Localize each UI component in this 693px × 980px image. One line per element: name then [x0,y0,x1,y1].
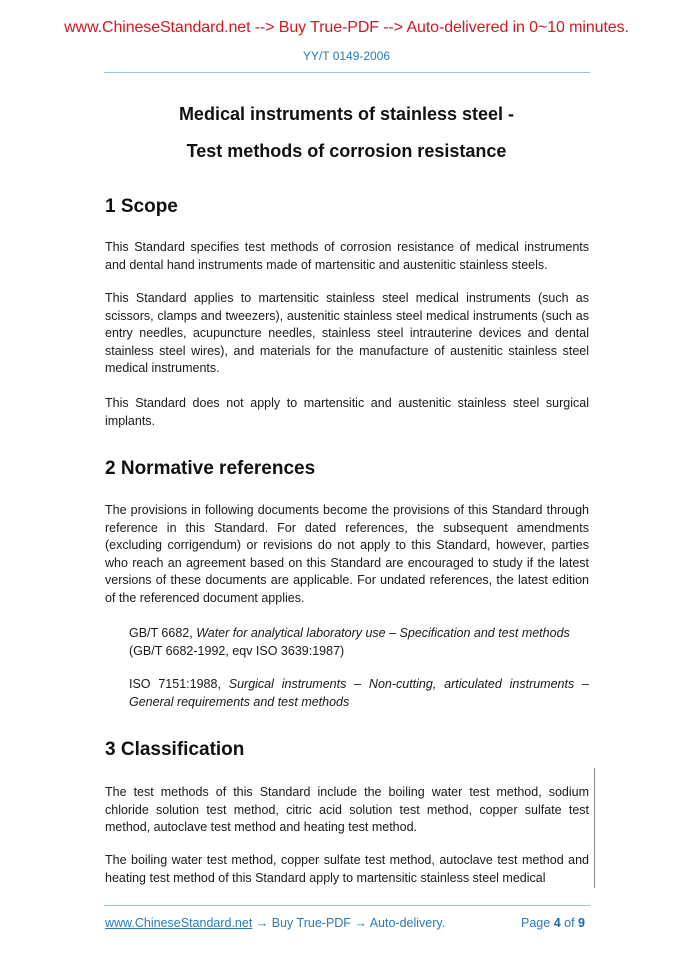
scope-paragraph-1: This Standard specifies test methods of corrosion resistance of medical instruments and dental hand instruments made of martensitic and austenitic stainless steels. [105,240,589,272]
classification-paragraph-2: The boiling water test method, copper sulfate test method, autoclave test method and heating test method of this Standard apply to martensitic stainless steel medical [105,853,589,885]
standard-code: YY/T 0149-2006 [302,49,391,63]
scope-paragraph-3: This Standard does not apply to martensitic and austenitic stainless steel surgical implants. [105,396,589,428]
change-bar [594,768,595,888]
section-heading-scope: 1 Scope [105,196,178,217]
header-divider [104,72,590,73]
reference-code: GB/T 6682, [129,626,193,640]
reference-title: Water for analytical laboratory use – Specification and test methods [196,626,570,640]
section-heading-classification: 3 Classification [105,739,245,760]
scope-paragraph-2: This Standard applies to martensitic stainless steel medical instruments (such as scissors, clamps and tweezers), austenitic stainless steel medical instruments (such as entry needles, acupuncture needles, stainless steel intrauterine devices and dental stainless steel wires), and materials for the manufacture of austenitic stainless steel medical instruments. [105,291,589,376]
reference-note: (GB/T 6682-1992, eqv ISO 3639:1987) [129,643,345,658]
promo-banner[interactable]: www.ChineseStandard.net --> Buy True-PDF --> Auto-delivered in 0~10 minutes. [64,19,629,36]
document-title-line1: Medical instruments of stainless steel - [178,104,515,124]
page-label: Page [521,916,551,930]
reference-item [129,625,589,660]
document-title-line2: Test methods of corrosion resistance [186,141,507,161]
page-total: 9 [578,916,585,930]
footer-site-link[interactable]: www.ChineseStandard.net [105,916,253,930]
footer-divider [104,905,590,906]
reference-code: ISO 7151:1988, [129,677,221,691]
footer-tagline: → Buy True-PDF → Auto-delivery. [252,916,446,930]
reference-title: Surgical instruments – Non-cutting, articulated instruments – General requirements and test methods [129,677,589,709]
page-indicator [521,916,585,930]
section-heading-normative-references: 2 Normative references [105,458,316,479]
classification-paragraph-1: The test methods of this Standard include the boiling water test method, sodium chloride solution test method, citric acid solution test method, copper sulfate test method, autoclave test method and heating test method. [105,785,589,835]
reference-item [129,676,589,711]
page-footer [105,916,585,930]
page-of: of [564,916,575,930]
page-current: 4 [553,916,561,930]
normative-references-paragraph: The provisions in following documents become the provisions of this Standard through reference in this Standard. For dated references, the subsequent amendments (excluding corrigendum) or revisions do not apply to this Standard, however, parties who reach an agreement based on this Standard are encouraged to study if the latest versions of these documents are applicable. For undated references, the latest edition of the referenced document applies. [105,503,589,605]
